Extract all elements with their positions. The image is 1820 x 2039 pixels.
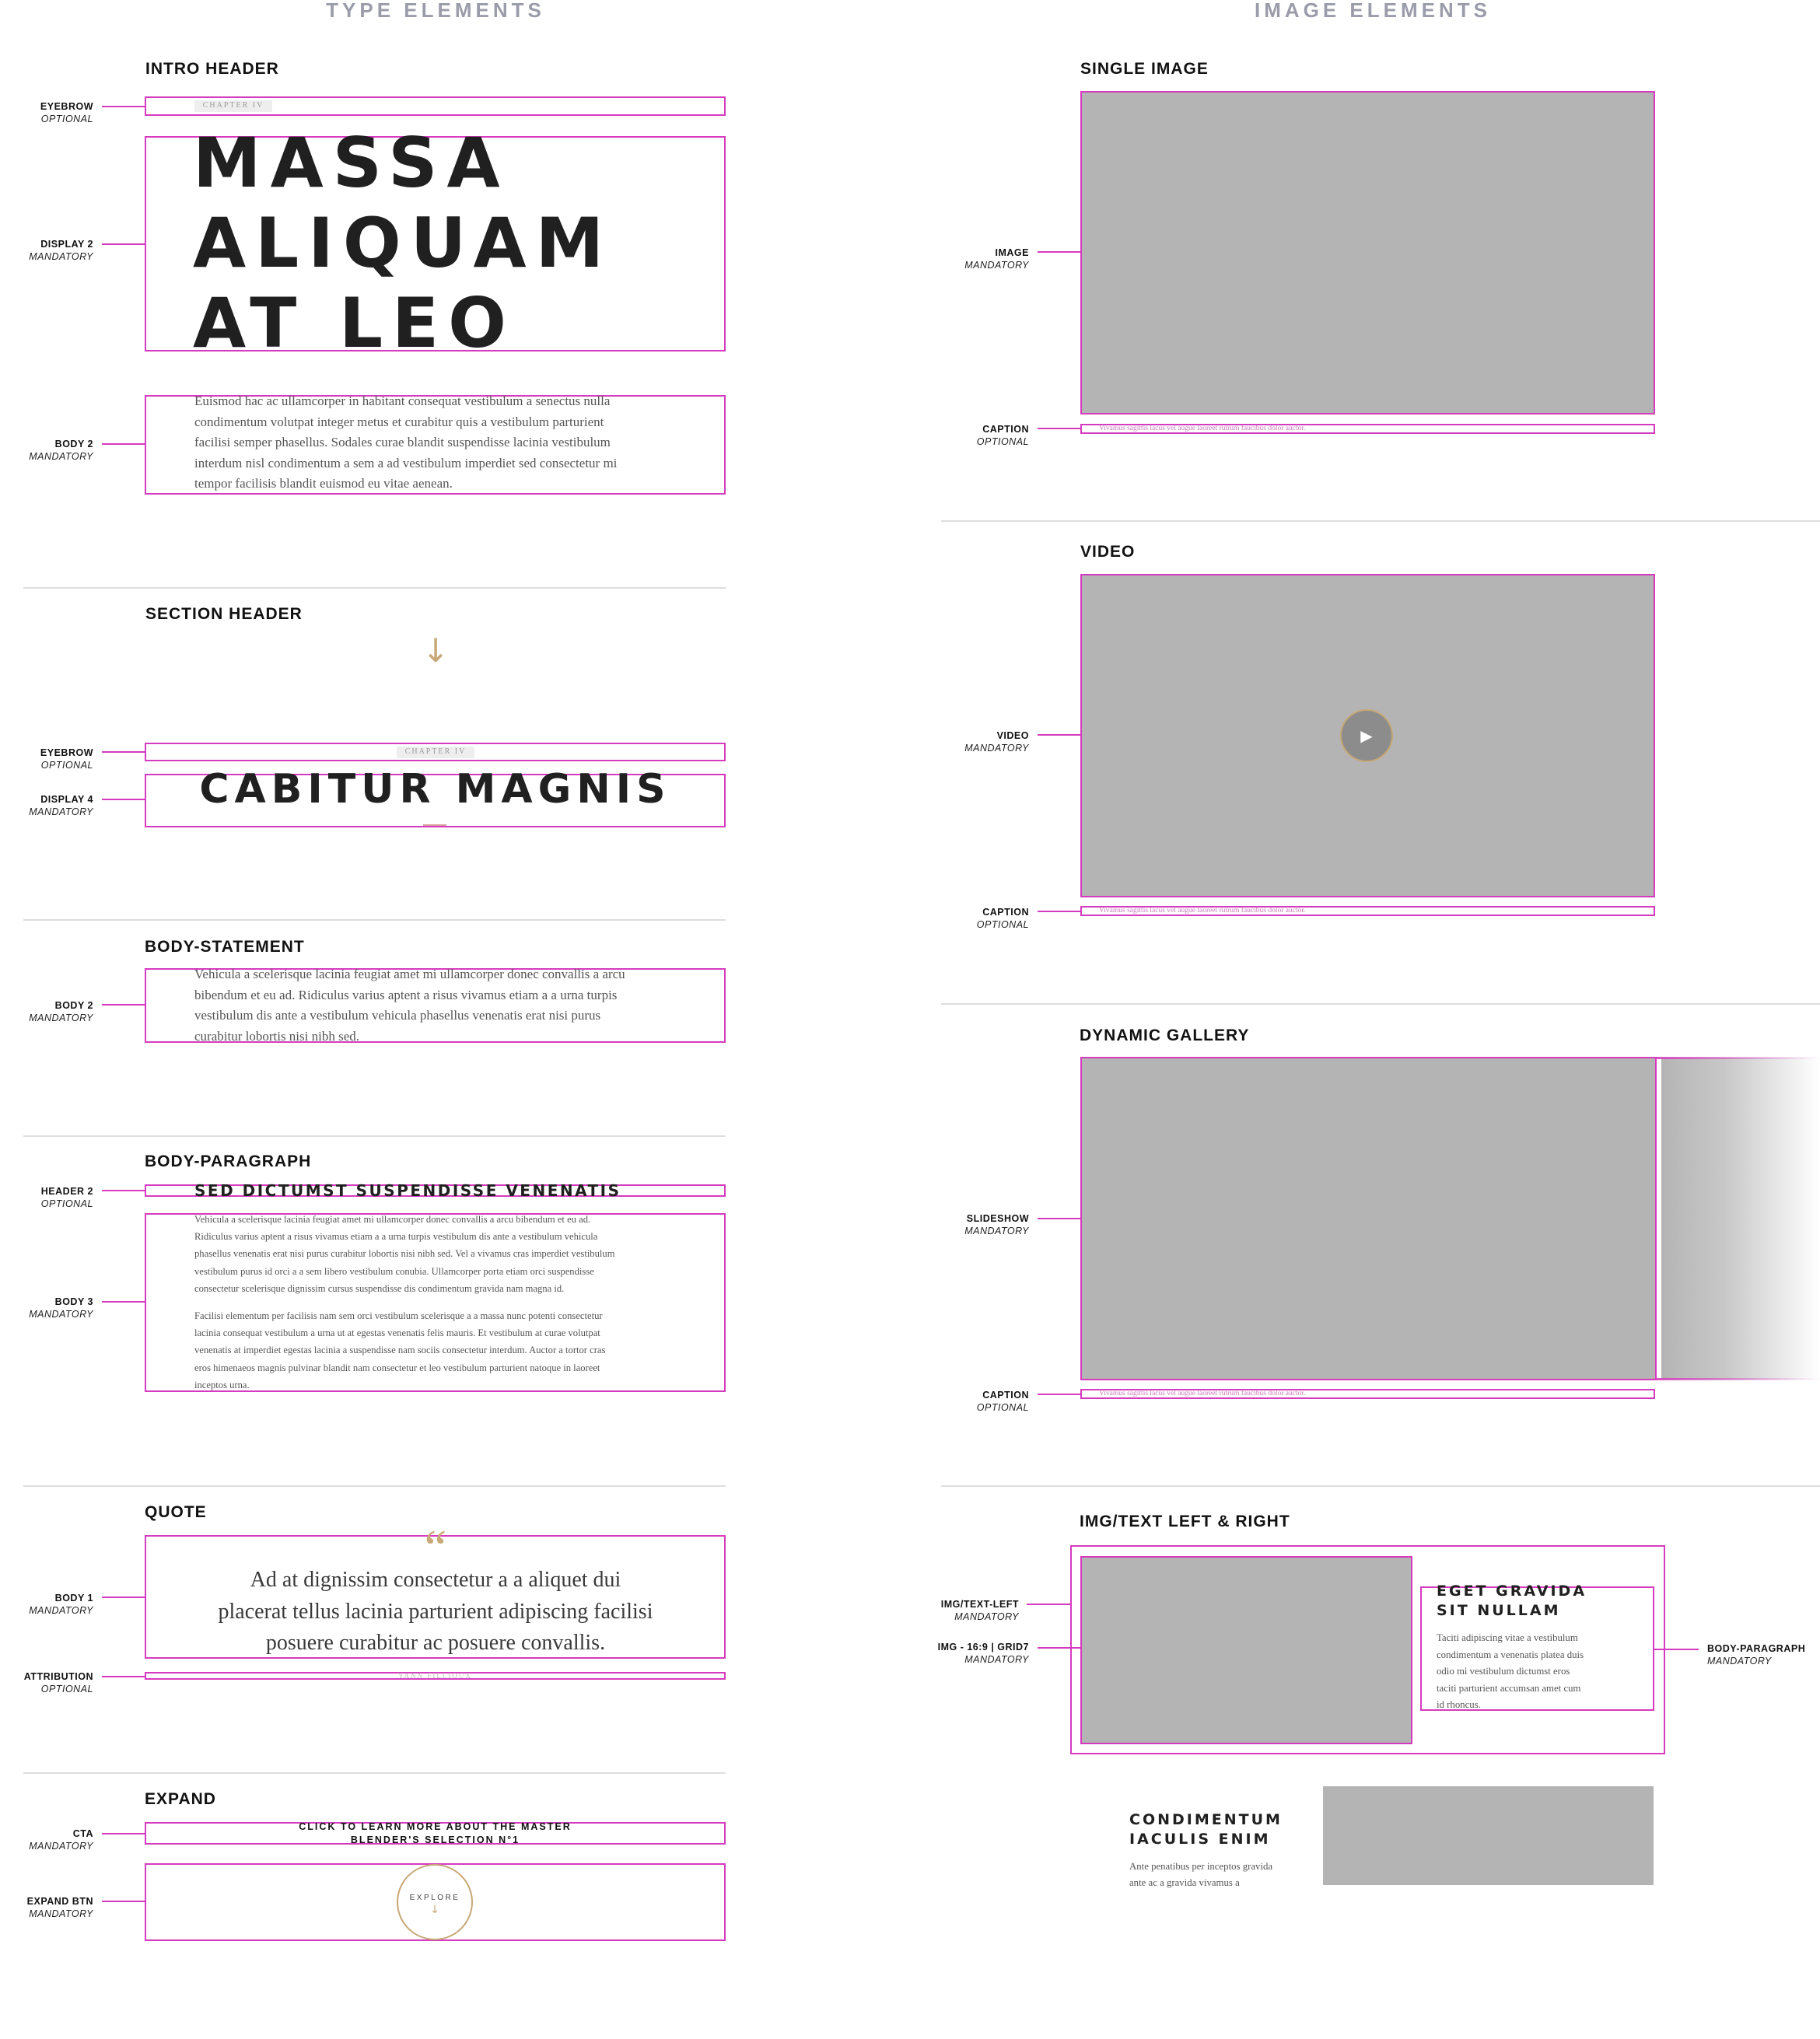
img-text-heading-line: SIT NULLAM — [1437, 1602, 1561, 1619]
statement-line: curabitur lobortis nisi nibh sed. — [194, 1028, 360, 1044]
img-text-left-leader-line — [1027, 1604, 1070, 1605]
second-heading-line: CONDIMENTUM — [1129, 1811, 1283, 1828]
paragraph-line: Ridiculus varius aptent a risus vivamus etiam a a urna turpis vestibulum dis ante a vestibulum vehicula — [194, 1231, 598, 1243]
paragraph-line: venenatis at imperdiet egestas lacinia a suspendisse nam sociis consectetur interdum. Auctor a tortor cras — [194, 1345, 606, 1356]
body2-leader-line — [102, 443, 145, 445]
type-elements-title: TYPE ELEMENTS — [326, 0, 545, 22]
image-caption-text: Vivamus sagittis lacus vel augue laoreet rutrum faucibus dolor auctor. — [1099, 425, 1306, 432]
section-eyebrow-leader-line — [102, 751, 145, 753]
paragraph-line: eros himenaeos magnis pulvinar blandit nam consectetur et leo vestibulum parturient natoque in laoreet — [194, 1362, 600, 1373]
video-caption-annotation-label: CAPTION — [982, 907, 1029, 918]
intro-body-text — [194, 391, 677, 495]
img-169-annotation-label: IMG - 16:9 | GRID7 — [937, 1642, 1029, 1653]
explore-button-label: EXPLORE — [409, 1894, 460, 1902]
img-text-image — [1080, 1556, 1412, 1744]
statement-annotation-label: BODY 2 — [54, 1000, 93, 1011]
img-text-body-line: Taciti adipiscing vitae a vestibulum — [1437, 1632, 1578, 1643]
video-caption-leader-line — [1038, 911, 1080, 912]
paragraph-line: lacinia consequat vestibulum a urna ut at egestas venenatis felis mauris. Et vestibulum at curae volutpat — [194, 1327, 600, 1339]
intro-body-line: Euismod hac ac ullamcorper in habitant consequat vestibulum a senectus nulla — [194, 393, 611, 408]
section-eyebrow-annotation-sub: OPTIONAL — [40, 760, 93, 771]
body-paragraph-title: BODY-PARAGRAPH — [145, 1152, 312, 1170]
display4-underline — [423, 824, 446, 826]
eyebrow-leader-line — [102, 106, 145, 107]
arrow-down-icon: ↓ — [430, 1904, 439, 1916]
display2-line-2: ALIQUAM — [193, 203, 614, 283]
divider — [23, 1772, 726, 1774]
cta-link[interactable] — [145, 1820, 726, 1847]
header2-text: SED DICTUMST SUSPENDISSE VENENATIS — [194, 1181, 621, 1200]
image-annotation-label: IMAGE — [995, 247, 1029, 258]
quote-title: QUOTE — [145, 1503, 207, 1521]
attribution-leader-line — [102, 1676, 145, 1677]
section-eyebrow-annotation-label: EYEBROW — [40, 747, 93, 758]
paragraph-spacer — [194, 1297, 677, 1307]
img-text-heading-line: EGET GRAVIDA — [1437, 1583, 1587, 1600]
display2-line-1: MASSA — [193, 123, 509, 203]
statement-text — [194, 964, 677, 1047]
video-annotation-sub: MANDATORY — [964, 743, 1029, 754]
divider — [23, 587, 726, 589]
video-leader-line — [1038, 734, 1080, 736]
intro-body-line: interdum nisl condimentum a sem a ad vestibulum imperdiet sed consectetur mi — [194, 455, 618, 470]
eyebrow-annotation-sub: OPTIONAL — [40, 114, 93, 124]
image-elements-title: IMAGE ELEMENTS — [1254, 0, 1491, 22]
gallery-caption-annotation-label: CAPTION — [982, 1390, 1029, 1401]
cta-leader-line — [102, 1833, 145, 1834]
image-leader-line — [1038, 251, 1080, 253]
img-text-body — [1437, 1630, 1623, 1714]
img-text-heading — [1437, 1582, 1587, 1621]
display4-heading: CABITUR MAGNIS — [199, 766, 671, 813]
section-header-title: SECTION HEADER — [145, 605, 303, 623]
body-statement-title: BODY-STATEMENT — [145, 938, 305, 956]
attribution-annotation-sub: OPTIONAL — [40, 1684, 93, 1695]
statement-line: vestibulum dis ante a vestibulum vehicula phasellus venenatis erat nisi purus — [194, 1008, 601, 1023]
body1-annotation-sub: MANDATORY — [29, 1605, 93, 1616]
gallery-caption-text: Vivamus sagittis lacus vel augue laoreet rutrum faucibus dolor auctor. — [1099, 1390, 1306, 1397]
header2-annotation-sub: OPTIONAL — [40, 1198, 93, 1209]
second-body-line: Ante penatibus per inceptos gravida — [1129, 1861, 1273, 1872]
display2-line-3: AT LEO — [193, 283, 516, 356]
cta-annotation-sub: MANDATORY — [29, 1841, 93, 1852]
attribution-text: YANN FILLIOUX — [398, 1672, 472, 1680]
header2-annotation-label: HEADER 2 — [40, 1186, 93, 1197]
body3-leader-line — [102, 1301, 145, 1303]
second-img-text-image — [1323, 1786, 1654, 1885]
eyebrow-annotation-label: EYEBROW — [40, 101, 93, 112]
second-body-line: ante ac a gravida vivamus a — [1129, 1877, 1240, 1888]
display4-annotation-label: DISPLAY 4 — [40, 794, 93, 805]
image-caption-leader-line — [1038, 428, 1080, 429]
img-text-body-line: odio mi vestibulum dictumst eros — [1437, 1666, 1570, 1677]
body3-annotation-sub: MANDATORY — [29, 1309, 93, 1320]
img-169-annotation-sub: MANDATORY — [964, 1654, 1029, 1665]
slideshow-annotation-label: SLIDESHOW — [966, 1213, 1029, 1224]
down-arrow-icon: ↓ — [422, 631, 450, 670]
img-text-body-line: condimentum a venenatis platea duis — [1437, 1649, 1584, 1660]
slideshow-annotation-sub: MANDATORY — [964, 1226, 1029, 1236]
divider — [941, 1003, 1820, 1005]
video-caption-text: Vivamus sagittis lacus vel augue laoreet rutrum faucibus dolor auctor. — [1099, 907, 1306, 915]
display2-annotation-sub: MANDATORY — [29, 251, 93, 262]
paragraph-line: Facilisi elementum per facilisis nam sem orci vestibulum scelerisque a a massa nunc potenti consectetur — [194, 1310, 603, 1322]
statement-leader-line — [102, 1004, 145, 1006]
display2-leader-line — [102, 243, 145, 245]
video-caption-annotation-sub: OPTIONAL — [976, 919, 1029, 930]
second-heading-line: IACULIS ENIM — [1129, 1831, 1271, 1848]
paragraph-line: Vehicula a scelerisque lacinia feugiat amet mi ullamcorper donec convallis a arcu bibendum et eu ad. — [194, 1214, 591, 1225]
display2-annotation-label: DISPLAY 2 — [40, 239, 93, 250]
intro-body-line: facilisi semper phasellus. Sodales curae blandit suspendisse lacinia vestibulum — [194, 435, 611, 449]
video-title: VIDEO — [1080, 543, 1136, 561]
img-text-title: IMG/TEXT LEFT & RIGHT — [1080, 1513, 1290, 1530]
intro-header-title: INTRO HEADER — [145, 60, 279, 78]
expand-btn-leader-line — [102, 1901, 145, 1902]
gallery-slide — [1080, 1057, 1657, 1380]
body3-annotation-label: BODY 3 — [54, 1296, 93, 1307]
expand-btn-annotation-label: EXPAND BTN — [26, 1896, 93, 1907]
paragraph-text — [194, 1211, 677, 1394]
body-paragraph-annotation-label: BODY-PARAGRAPH — [1707, 1643, 1806, 1654]
img-text-left-annotation-sub: MANDATORY — [954, 1611, 1019, 1622]
quote-line: placerat tellus lacinia parturient adipiscing facilisi — [218, 1599, 653, 1624]
cta-line: CLICK TO LEARN MORE ABOUT THE MASTER — [299, 1821, 572, 1832]
img-text-body-line: taciti parturient accumsan amet cum — [1437, 1682, 1581, 1694]
paragraph-line: inceptos urna. — [194, 1379, 250, 1390]
body1-annotation-label: BODY 1 — [54, 1593, 93, 1604]
statement-line: bibendum et eu ad. Ridiculus varius aptent a risus vivamus etiam a a urna turpis — [194, 987, 618, 1002]
dynamic-gallery-title: DYNAMIC GALLERY — [1080, 1026, 1250, 1044]
second-img-text-heading — [1129, 1810, 1283, 1849]
explore-button[interactable] — [397, 1864, 473, 1940]
display2-heading — [193, 123, 722, 356]
expand-btn-annotation-sub: MANDATORY — [29, 1908, 93, 1919]
body-paragraph-leader-line — [1654, 1649, 1699, 1650]
img-text-body-line: id rhoncus. — [1437, 1699, 1481, 1710]
body2-annotation-label: BODY 2 — [54, 439, 93, 449]
play-button[interactable] — [1340, 709, 1393, 762]
quote-line: posuere curabitur ac posuere convallis. — [265, 1631, 606, 1655]
attribution-annotation-label: ATTRIBUTION — [23, 1671, 93, 1682]
header2-leader-line — [102, 1190, 145, 1191]
display4-annotation-sub: MANDATORY — [29, 806, 93, 817]
quote-line: Ad at dignissim consectetur a a aliquet dui — [250, 1568, 621, 1592]
second-img-text-body — [1129, 1859, 1316, 1888]
section-eyebrow-pill: CHAPTER IV — [397, 747, 474, 758]
gallery-next-slide[interactable] — [1661, 1058, 1820, 1380]
cta-annotation-label: CTA — [72, 1828, 93, 1839]
display4-leader-line — [102, 799, 145, 800]
quote-mark-icon: “ — [424, 1520, 447, 1575]
divider — [941, 520, 1820, 522]
divider — [941, 1485, 1820, 1487]
cta-line: BLENDER'S SELECTION N°1 — [350, 1834, 520, 1845]
video-annotation-label: VIDEO — [996, 730, 1029, 741]
body-paragraph-annotation-sub: MANDATORY — [1707, 1656, 1772, 1667]
single-image-placeholder — [1080, 91, 1655, 414]
intro-body-line: condimentum volutpat integer metus et curabitur quis a vestibulum parturient — [194, 414, 604, 429]
divider — [23, 919, 726, 921]
expand-title: EXPAND — [145, 1790, 216, 1808]
paragraph-line: consectetur scelerisque dignissim cursus suspendisse dis condimentum gravida nam magna id. — [194, 1282, 565, 1294]
single-image-title: SINGLE IMAGE — [1080, 60, 1209, 78]
divider — [23, 1135, 726, 1137]
play-icon: ▶ — [1360, 726, 1373, 745]
statement-line: Vehicula a scelerisque lacinia feugiat amet mi ullamcorper donec convallis a arcu — [194, 967, 625, 981]
image-annotation-sub: MANDATORY — [964, 260, 1029, 271]
quote-text — [156, 1565, 716, 1660]
intro-body-line: tempor facilisis blandit euismod eu vitae aenean. — [194, 476, 453, 491]
img-text-left-annotation-label: IMG/TEXT-LEFT — [940, 1599, 1019, 1610]
statement-annotation-sub: MANDATORY — [29, 1013, 93, 1023]
image-caption-annotation-sub: OPTIONAL — [976, 436, 1029, 447]
slideshow-leader-line — [1038, 1218, 1080, 1219]
body2-annotation-sub: MANDATORY — [29, 451, 93, 462]
body1-leader-line — [102, 1597, 145, 1598]
gallery-caption-leader-line — [1038, 1394, 1080, 1395]
gallery-caption-annotation-sub: OPTIONAL — [976, 1402, 1029, 1413]
eyebrow-pill: CHAPTER IV — [194, 100, 272, 112]
paragraph-line: phasellus venenatis erat nisi purus curabitur lobortis nisi nibh sed. Vel a vivamus cras imperdiet vestibulum — [194, 1248, 615, 1260]
divider — [23, 1485, 726, 1487]
image-caption-annotation-label: CAPTION — [982, 424, 1029, 435]
paragraph-line: vestibulum purus id orci a a sem libero vestibulum conubia. Ullamcorper porta etiam orci suspendisse — [194, 1265, 594, 1277]
